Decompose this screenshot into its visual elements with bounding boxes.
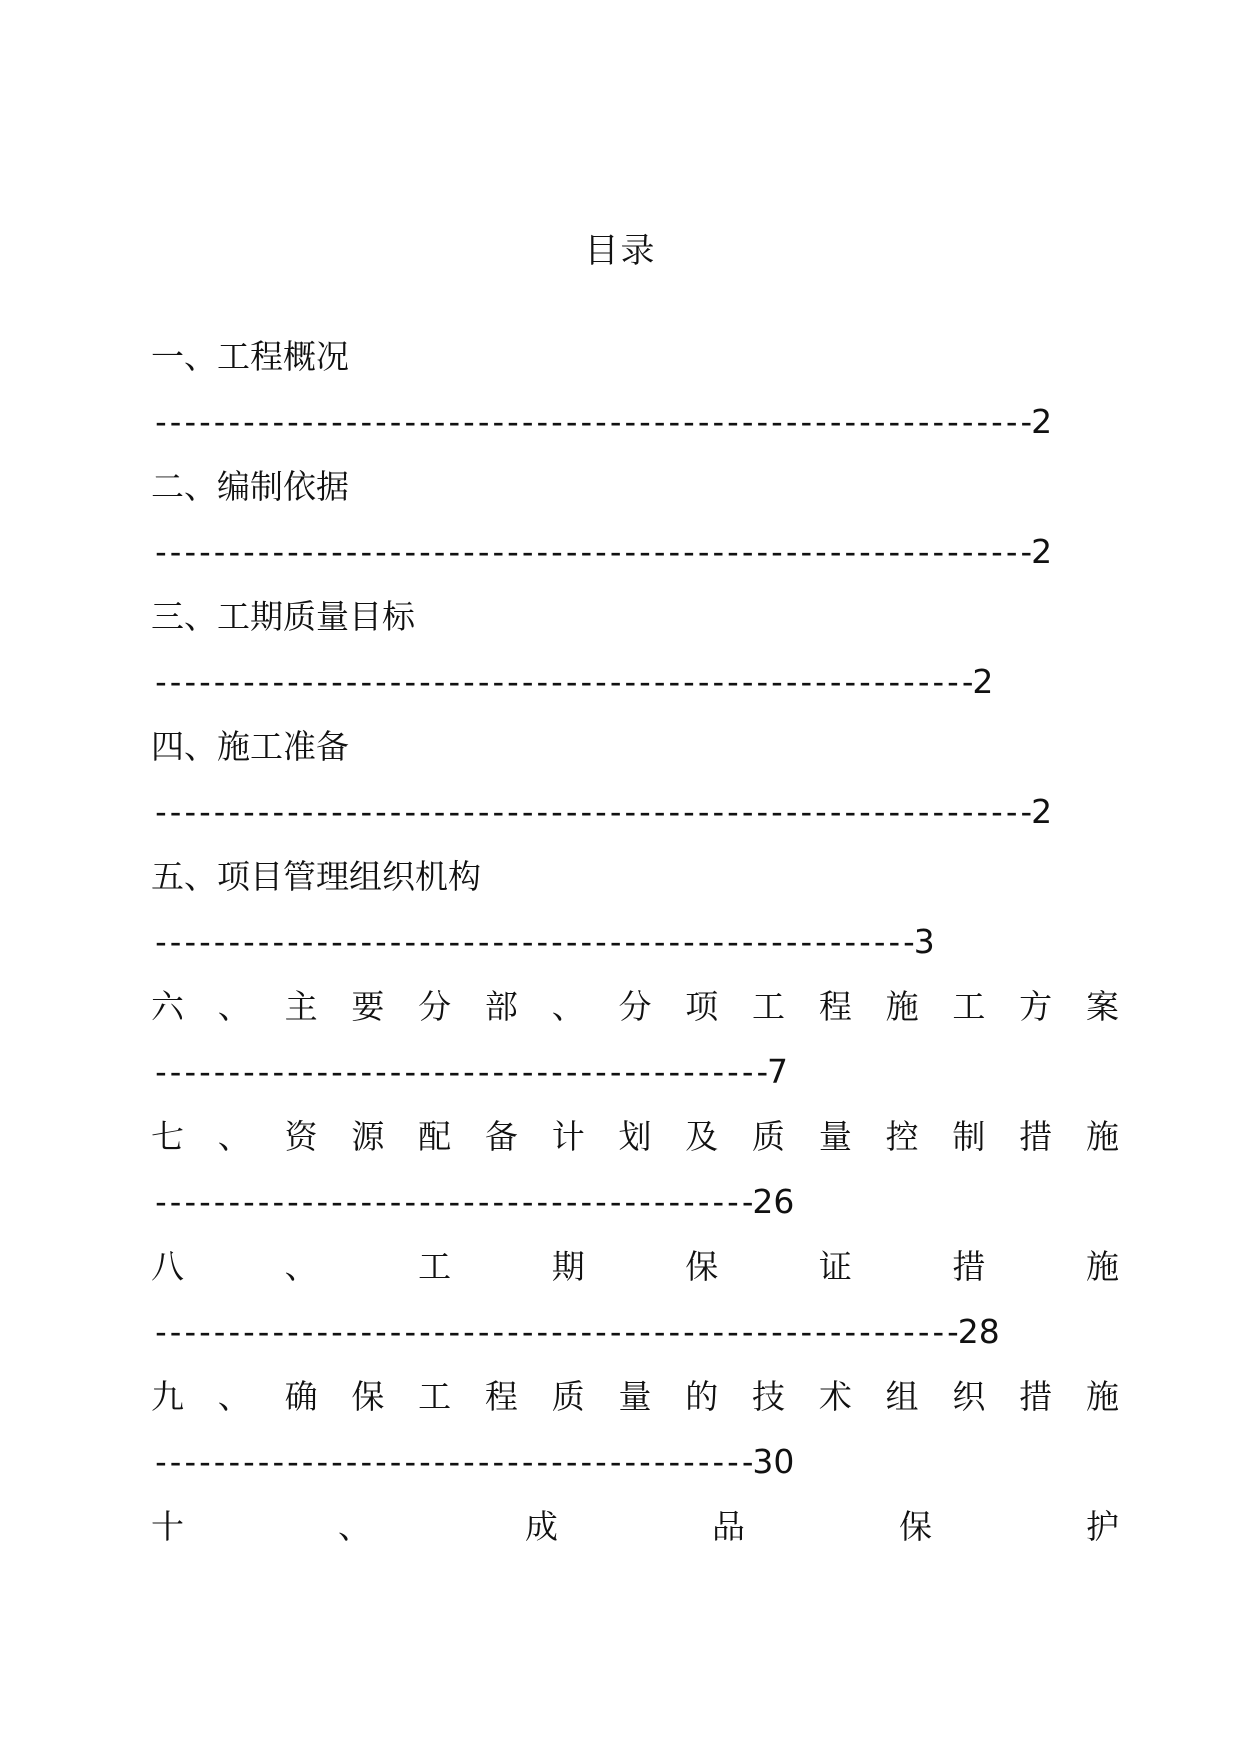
- toc-heading-char: 计: [551, 1117, 585, 1156]
- toc-leader: ----------------------------------------------------: [151, 922, 914, 961]
- toc-page-number: 7: [767, 1052, 789, 1091]
- toc-heading-char: 案: [1085, 987, 1119, 1026]
- toc-heading-text: 四、施工准备: [151, 727, 349, 766]
- toc-page-number: 2: [972, 662, 994, 701]
- toc-entry-leader-line[interactable]: [151, 1299, 1119, 1364]
- toc-heading-char: 施: [1085, 1377, 1119, 1416]
- toc-entry-leader-line[interactable]: [151, 649, 1119, 714]
- toc-heading-char: 施: [1085, 1117, 1119, 1156]
- toc-heading-char: 源: [351, 1117, 385, 1156]
- toc-heading-char: 、: [217, 1377, 251, 1416]
- toc-leader: ------------------------------------------------------------: [151, 532, 1032, 571]
- toc-page-number: 3: [913, 922, 935, 961]
- toc-heading-char: 措: [1019, 1377, 1053, 1416]
- toc-heading-char: 期: [551, 1247, 585, 1286]
- toc-heading-char: 、: [217, 987, 251, 1026]
- toc-heading-char: 工: [418, 1247, 452, 1286]
- toc-entry-leader-line[interactable]: [151, 1039, 1119, 1104]
- toc-heading-char: 织: [952, 1377, 986, 1416]
- toc-heading-char: 制: [952, 1117, 986, 1156]
- toc-heading-char: 项: [685, 987, 719, 1026]
- toc-entry-heading[interactable]: [151, 1104, 1119, 1169]
- toc-heading-char: 保: [899, 1507, 932, 1546]
- table-of-contents: [151, 324, 1119, 1559]
- toc-heading-char: 品: [712, 1507, 745, 1546]
- toc-leader: ------------------------------------------: [151, 1052, 768, 1091]
- toc-entry-heading[interactable]: [151, 1364, 1119, 1429]
- toc-entry-leader-line[interactable]: [151, 1169, 1119, 1234]
- toc-entry-leader-line[interactable]: [151, 519, 1119, 584]
- toc-entry-heading[interactable]: [151, 454, 1119, 519]
- toc-entry-heading[interactable]: [151, 844, 1119, 909]
- toc-heading-char: 术: [818, 1377, 852, 1416]
- toc-heading-char: 九: [151, 1377, 184, 1416]
- toc-heading-char: 证: [818, 1247, 852, 1286]
- toc-heading-char: 施: [1085, 1247, 1119, 1286]
- toc-heading-char: 工: [952, 987, 986, 1026]
- toc-entry-leader-line[interactable]: [151, 909, 1119, 974]
- toc-heading-char: 工: [418, 1377, 452, 1416]
- toc-heading-char: 八: [151, 1247, 184, 1286]
- toc-entry-heading[interactable]: [151, 324, 1119, 389]
- toc-page-number: 30: [752, 1442, 795, 1481]
- toc-heading-char: 确: [284, 1377, 318, 1416]
- toc-heading-char: 七: [151, 1117, 184, 1156]
- toc-heading-char: 、: [284, 1247, 318, 1286]
- toc-heading-text: 三、工期质量目标: [151, 597, 415, 636]
- toc-heading-char: 及: [685, 1117, 719, 1156]
- toc-page-number: 28: [957, 1312, 1000, 1351]
- toc-entry-leader-line[interactable]: [151, 1429, 1119, 1494]
- toc-leader: ------------------------------------------------------------: [151, 402, 1032, 441]
- toc-heading-char: 、: [338, 1507, 371, 1546]
- toc-entry-leader-line[interactable]: [151, 779, 1119, 844]
- toc-heading-text: 一、工程概况: [151, 337, 349, 376]
- toc-heading-char: 质: [551, 1377, 585, 1416]
- toc-leader: -----------------------------------------: [151, 1442, 753, 1481]
- toc-leader: -------------------------------------------------------: [151, 1312, 958, 1351]
- toc-heading-char: 分: [618, 987, 652, 1026]
- toc-heading-char: 成: [525, 1507, 558, 1546]
- toc-heading-char: 组: [885, 1377, 919, 1416]
- toc-heading-char: 资: [284, 1117, 318, 1156]
- toc-heading-char: 控: [885, 1117, 919, 1156]
- toc-heading-char: 、: [551, 987, 585, 1026]
- toc-heading-char: 、: [217, 1117, 251, 1156]
- toc-heading-char: 措: [1019, 1117, 1053, 1156]
- toc-heading-char: 量: [618, 1377, 652, 1416]
- toc-heading-char: 质: [752, 1117, 786, 1156]
- toc-heading-char: 施: [885, 987, 919, 1026]
- toc-page-number: 2: [1031, 532, 1053, 571]
- toc-entry-leader-line[interactable]: [151, 389, 1119, 454]
- toc-heading-char: 工: [752, 987, 786, 1026]
- toc-heading-char: 保: [351, 1377, 385, 1416]
- toc-heading-char: 配: [418, 1117, 452, 1156]
- toc-heading-char: 程: [818, 987, 852, 1026]
- toc-heading-char: 十: [151, 1507, 184, 1546]
- toc-heading-char: 划: [618, 1117, 652, 1156]
- toc-leader: --------------------------------------------------------: [151, 662, 973, 701]
- toc-heading-char: 程: [484, 1377, 518, 1416]
- toc-leader: ------------------------------------------------------------: [151, 792, 1032, 831]
- toc-heading-text: 五、项目管理组织机构: [151, 857, 481, 896]
- toc-heading-text: 二、编制依据: [151, 467, 349, 506]
- toc-entry-heading[interactable]: [151, 1494, 1119, 1559]
- toc-heading-char: 主: [284, 987, 318, 1026]
- toc-heading-char: 部: [484, 987, 518, 1026]
- toc-entry-heading[interactable]: [151, 1234, 1119, 1299]
- toc-heading-char: 措: [952, 1247, 986, 1286]
- toc-heading-char: 要: [351, 987, 385, 1026]
- toc-heading-char: 保: [685, 1247, 719, 1286]
- toc-title: 目录: [584, 231, 657, 271]
- toc-heading-char: 护: [1086, 1507, 1119, 1546]
- toc-heading-char: 技: [752, 1377, 786, 1416]
- toc-heading-char: 六: [151, 987, 184, 1026]
- toc-leader: -----------------------------------------: [151, 1182, 753, 1221]
- toc-entry-heading[interactable]: [151, 974, 1119, 1039]
- toc-entry-heading[interactable]: [151, 584, 1119, 649]
- toc-heading-char: 分: [418, 987, 452, 1026]
- toc-page-number: 2: [1031, 402, 1053, 441]
- toc-heading-char: 备: [484, 1117, 518, 1156]
- toc-heading-char: 方: [1019, 987, 1053, 1026]
- toc-entry-heading[interactable]: [151, 714, 1119, 779]
- toc-page-number: 2: [1031, 792, 1053, 831]
- toc-heading-char: 的: [685, 1377, 719, 1416]
- toc-page-number: 26: [752, 1182, 795, 1221]
- toc-heading-char: 量: [818, 1117, 852, 1156]
